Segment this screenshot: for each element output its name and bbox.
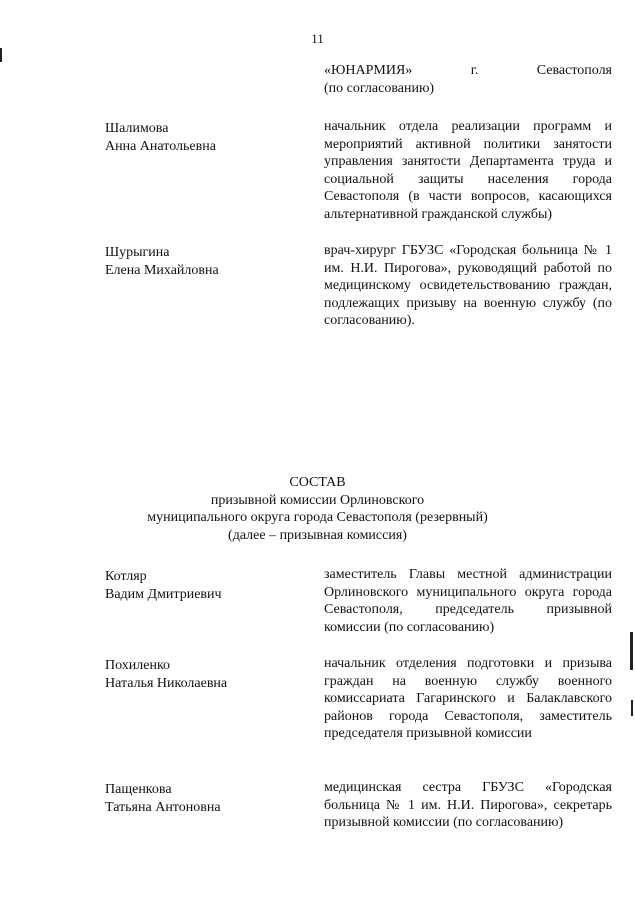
member-given-names: Вадим Дмитриевич bbox=[105, 586, 222, 602]
member-name-pokhilenko bbox=[105, 657, 305, 692]
top-entry-line-2: (по согласованию) bbox=[324, 80, 435, 96]
page-number: 11 bbox=[311, 31, 324, 46]
member-surname: Пащенкова bbox=[105, 782, 172, 797]
top-entry-word-3: Севастополя bbox=[536, 63, 612, 78]
member-surname: Похиленко bbox=[105, 658, 171, 673]
member-given-names: Елена Михайловна bbox=[105, 262, 219, 278]
top-entry-line-1 bbox=[324, 62, 612, 80]
member-surname: Котляр bbox=[105, 569, 147, 584]
member-name-pashchenkova bbox=[105, 781, 305, 816]
member-given-names: Наталья Николаевна bbox=[105, 675, 228, 691]
member-given-names: Татьяна Антоновна bbox=[105, 799, 221, 815]
member-name-shurygina bbox=[105, 244, 305, 279]
scan-mark-right-2 bbox=[631, 700, 633, 716]
composition-line-4: (далее – призывная комиссия) bbox=[228, 527, 407, 543]
member-role-pashchenkova: медицинская сестра ГБУЗС «Городская больница № 1 им. Н.И. Пирогова», секретарь призывной комиссии (по согласованию) bbox=[324, 780, 612, 830]
scan-mark-right bbox=[630, 632, 633, 670]
member-name-kotlyar bbox=[105, 568, 305, 603]
composition-heading bbox=[0, 474, 635, 544]
top-entry-role bbox=[324, 62, 612, 97]
member-role-pokhilenko: начальник отделения подготовки и призыва граждан на военную службу военного комиссариата Гагаринского и Балаклавского районов города Севастополя, заместитель председателя призывной комиссии bbox=[324, 656, 612, 741]
member-given-names: Анна Анатольевна bbox=[105, 138, 216, 154]
member-role-shalimova: начальник отдела реализации программ и мероприятий активной политики занятости управления занятости Департамента труда и социальной защиты населения города Севастополя (в части вопросов, касающихся альтернативной гражданской службы) bbox=[324, 119, 612, 222]
member-surname: Шалимова bbox=[105, 121, 169, 136]
member-role-kotlyar: заместитель Главы местной администрации Орлиновского муниципального округа города Севастополя, председатель призывной комиссии (по согласованию) bbox=[324, 567, 612, 635]
composition-line-3: муниципального округа города Севастополя (резервный) bbox=[147, 510, 488, 525]
top-entry-word-2: г. bbox=[470, 63, 479, 78]
member-name-shalimova bbox=[105, 120, 305, 155]
composition-title: СОСТАВ bbox=[289, 475, 346, 490]
member-role-shurygina: врач-хирург ГБУЗС «Городская больница № 1 им. Н.И. Пирогова», руководящий работой по медицинскому освидетельствованию граждан, подлежащих призыву на военную службу (по согласованию). bbox=[324, 243, 612, 328]
composition-line-2: призывной комиссии Орлиновского bbox=[210, 492, 425, 508]
scan-mark-left bbox=[0, 48, 2, 62]
top-entry-word-1: «ЮНАРМИЯ» bbox=[324, 63, 413, 78]
member-surname: Шурыгина bbox=[105, 245, 170, 260]
